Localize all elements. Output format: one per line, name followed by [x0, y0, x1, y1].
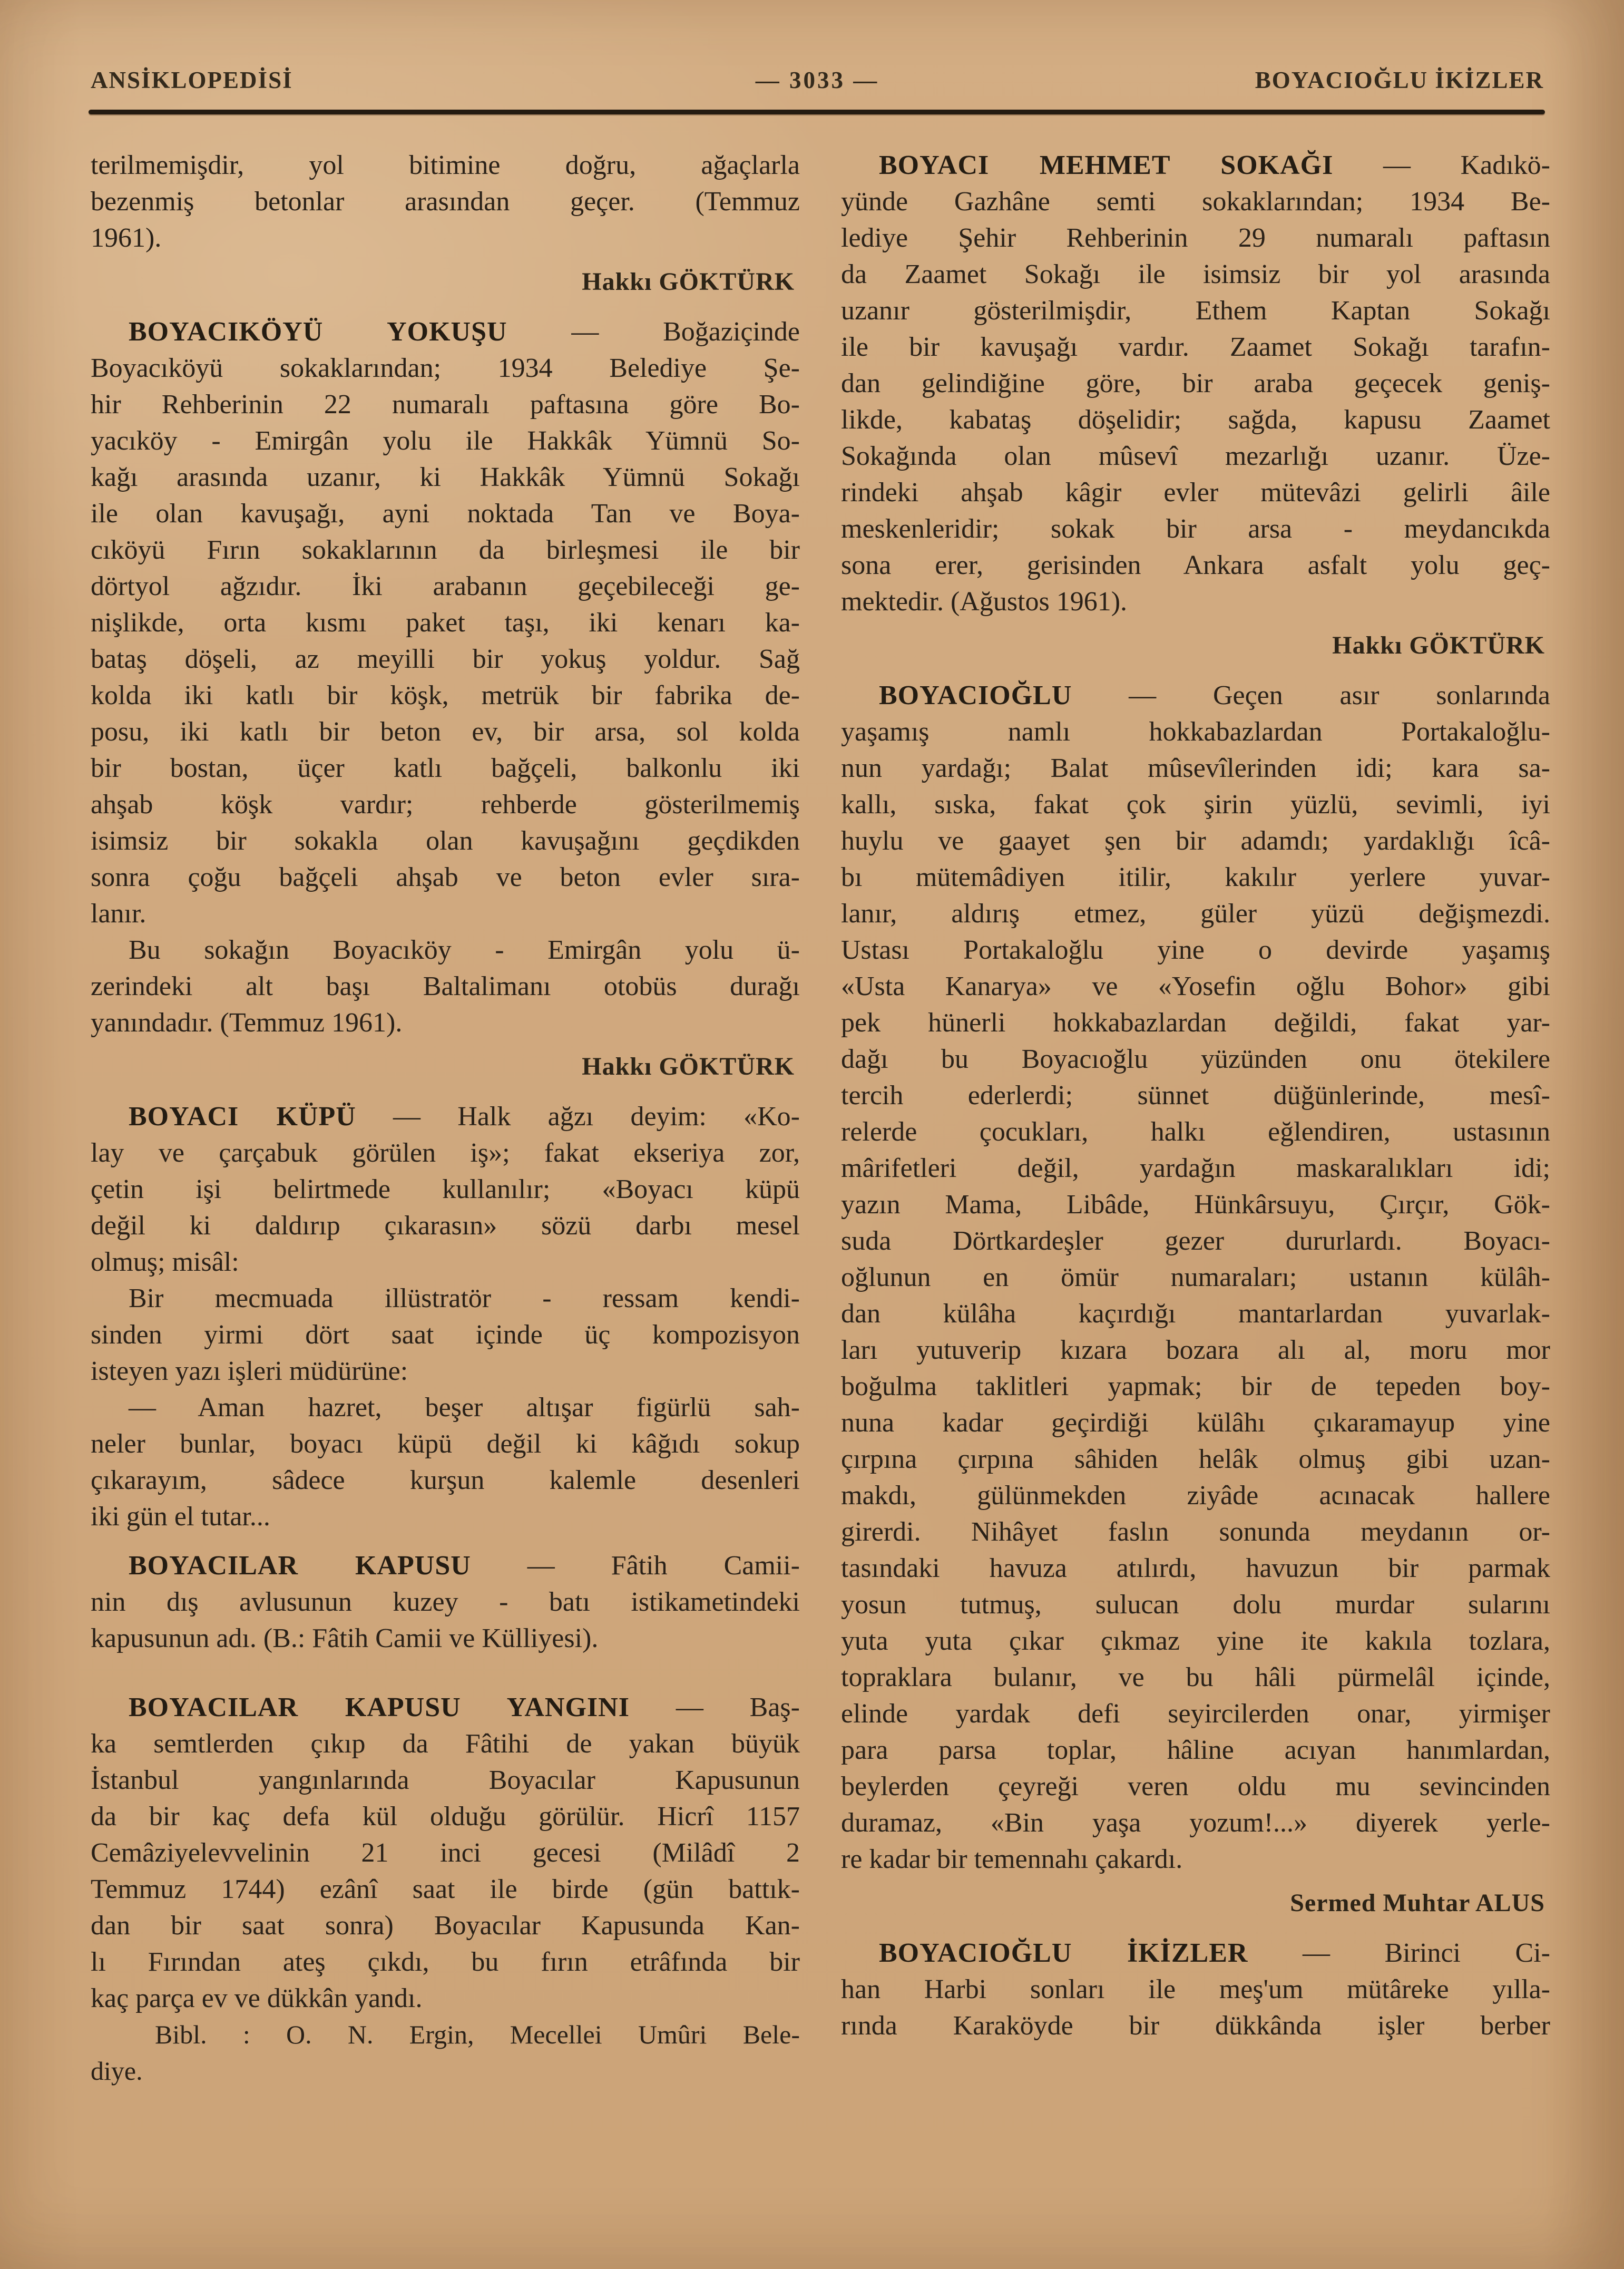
- text-line: dan bir saat sonra) Boyacılar Kapusunda Kan-: [91, 1911, 800, 1941]
- text-line: zerindeki alt başı Baltalimanı otobüs durağı: [91, 971, 800, 1001]
- text-line: 1961).: [91, 223, 162, 253]
- para-bibliography: [91, 2017, 800, 2089]
- text-line: posu, iki katlı bir beton ev, bir arsa, sol kolda: [91, 717, 800, 747]
- text-line: sonra çoğu bağçeli ahşab ve beton evler sıra-: [91, 862, 800, 892]
- text-line: relerde çocukları, halkı eğlendiren, ustasının: [841, 1117, 1550, 1147]
- text-line: re kadar bir temennahı çakardı.: [841, 1844, 1183, 1874]
- text-line: bezenmiş betonlar arasından geçer. (Temmuz: [91, 187, 800, 217]
- para-bir-mecmuada: [91, 1280, 800, 1389]
- text-line: isteyen yazı işleri müdürüne:: [91, 1356, 408, 1386]
- text-line: han Harbi sonları ile meş'um mütâreke yılla-: [841, 1974, 1550, 2004]
- text-line: Ustası Portakaloğlu yine o devirde yaşamış: [841, 935, 1550, 965]
- text-line: lanır, aldırış etmez, güler yüzü değişmezdi.: [841, 899, 1550, 929]
- text-line: ları yutuverip kızara bozara alı al, moru mor: [841, 1335, 1550, 1365]
- entry-boyacioglu: [841, 677, 1550, 1877]
- text-line: boğulma taklitleri yapmak; bir de tepeden boy-: [841, 1371, 1550, 1401]
- text-line: kapusunun adı. (B.: Fâtih Camii ve Külliyesi).: [91, 1623, 599, 1653]
- text-line: sona erer, gerisinden Ankara asfalt yolu geç-: [841, 550, 1550, 580]
- running-head-right: BOYACIOĞLU İKİZLER: [1255, 67, 1544, 93]
- text-line: Bibl. : O. N. Ergin, Mecellei Umûri Bele-: [155, 2020, 800, 2049]
- entry-title: BOYACIOĞLU İKİZLER: [879, 1938, 1248, 1968]
- entry-title: BOYACIOĞLU: [879, 680, 1072, 710]
- entry-title: BOYACILAR KAPUSU: [129, 1551, 471, 1581]
- entry-boyaci-kupu: [91, 1098, 800, 1280]
- text-line: tercih ederlerdi; sünnet düğünlerinde, mesî-: [841, 1080, 1550, 1111]
- text-line: elinde yardak defi seyircilerden onar, yirmişer: [841, 1699, 1550, 1729]
- text-line: nin dış avlusunun kuzey - batı istikametindeki: [91, 1587, 800, 1617]
- text-line: para parsa toplar, hâline acıyan hanımlardan,: [841, 1735, 1550, 1765]
- text-line: Boyacıköyü sokaklarından; 1934 Belediye Şe-: [91, 353, 800, 383]
- text-line: mektedir. (Ağustos 1961).: [841, 587, 1128, 617]
- entry-boyacilar-kapusu-yangini: [91, 1689, 800, 2017]
- text-line: isimsiz bir sokakla olan kavuşağını geçdikden: [91, 826, 800, 856]
- header-rule: [89, 110, 1545, 114]
- text-line: BOYACILAR KAPUSU — Fâtih Camii-: [129, 1551, 800, 1581]
- text-line: dağı bu Boyacıoğlu yüzünden onu ötekilere: [841, 1044, 1550, 1074]
- text-line: ahşab köşk vardır; rehberde gösterilmemiş: [91, 790, 800, 820]
- text-line: BOYACIKÖYÜ YOKUŞU — Boğaziçinde: [129, 317, 800, 347]
- text-line: BOYACI KÜPÜ — Halk ağzı deyim: «Ko-: [129, 1102, 800, 1132]
- text-line: Cemâziyelevvelinin 21 inci gecesi (Milâdî 2: [91, 1838, 800, 1868]
- text-columns: [0, 114, 1624, 2089]
- text-line: huylu ve gaayet şen bir adamdı; yardaklığı îcâ-: [841, 826, 1550, 856]
- signature-hakki-gokturk: Hakkı GÖKTÜRK: [582, 268, 795, 296]
- text-line: yünde Gazhâne semti sokaklarından; 1934 Be-: [841, 187, 1550, 217]
- text-line: rindeki ahşab kâgir evler mütevâzi gelirli âile: [841, 478, 1550, 508]
- text-line: makdı, gülünmekden ziyâde acınacak hallere: [841, 1481, 1550, 1511]
- text-line: dan gelindiğine göre, bir araba geçecek geniş-: [841, 368, 1550, 398]
- text-line: lediye Şehir Rehberinin 29 numaralı paftasın: [841, 223, 1550, 253]
- text-line: ile bir kavuşağı vardır. Zaamet Sokağı tarafın-: [841, 332, 1550, 362]
- text-line: olmuş; misâl:: [91, 1247, 239, 1277]
- para-continuation: [91, 147, 800, 256]
- text-line: topraklara bulanır, ve bu hâli pürmelâl içinde,: [841, 1662, 1550, 1692]
- text-line: cıköyü Fırın sokaklarının da birleşmesi ile bir: [91, 535, 800, 565]
- text-line: bı mütemâdiyen itilir, kakılır yerlere yuvar-: [841, 862, 1550, 892]
- text-line: Temmuz 1744) ezânî saat ile birde (gün battık-: [91, 1874, 800, 1904]
- text-line: yazın Mama, Libâde, Hünkârsuyu, Çırçır, Gök-: [841, 1190, 1550, 1220]
- text-line: girerdi. Nihâyet faslın sonunda meydanın or-: [841, 1517, 1550, 1547]
- text-line: nişlikde, orta kısmı paket taşı, iki kenarı ka-: [91, 608, 800, 638]
- text-line: nun yardağı; Balat mûsevîlerinden idi; kara sa-: [841, 753, 1550, 783]
- text-line: yanındadır. (Temmuz 1961).: [91, 1008, 403, 1038]
- signature-hakki-gokturk: Hakkı GÖKTÜRK: [582, 1053, 795, 1080]
- text-line: sinden yirmi dört saat içinde üç kompozisyon: [91, 1320, 800, 1350]
- para-bu-sokagin: [91, 932, 800, 1041]
- text-line: kağı arasında uzanır, ki Hakkâk Yümnü Sokağı: [91, 462, 800, 492]
- running-head: [0, 0, 1624, 94]
- text-line: rında Karaköyde bir dükkânda işler berber: [841, 2011, 1550, 2041]
- text-line: iki gün el tutar...: [91, 1502, 270, 1532]
- text-line: uzanır gösterilmişdir, Ethem Kaptan Sokağı: [841, 296, 1550, 326]
- text-line: Bu sokağın Boyacıköy - Emirgân yolu ü-: [129, 935, 800, 965]
- para-aman-hazret: [91, 1389, 800, 1535]
- text-line: dan külâha kaçırdığı mantarlardan yuvarlak-: [841, 1299, 1550, 1329]
- text-line: İstanbul yangınlarında Boyacılar Kapusunun: [91, 1765, 800, 1795]
- text-line: tasındaki havuza atılırdı, havuzun bir parmak: [841, 1553, 1550, 1583]
- text-line: çıkarayım, sâdece kurşun kalemle desenleri: [91, 1465, 800, 1495]
- text-line: «Usta Kanarya» ve «Yosefin oğlu Bohor» gibi: [841, 971, 1550, 1001]
- entry-boyaci-mehmet-sokagi: [841, 147, 1550, 620]
- entry-boyacilar-kapusu: [91, 1547, 800, 1657]
- text-line: lı Fırından ateş çıkdı, bu fırın etrâfında bir: [91, 1947, 800, 1977]
- text-line: BOYACIOĞLU — Geçen asır sonlarında: [879, 680, 1550, 710]
- entry-boyacioglu-ikizler: [841, 1935, 1550, 2044]
- text-line: kallı, sıska, fakat çok şirin yüzlü, sevimli, iyi: [841, 790, 1550, 820]
- text-line: nuna kadar geçirdiği külâhı çıkaramayup yine: [841, 1408, 1550, 1438]
- text-line: BOYACIOĞLU İKİZLER — Birinci Ci-: [879, 1938, 1551, 1968]
- text-line: yuta yuta çıkar çıkmaz yine ite kakıla tozlara,: [841, 1626, 1550, 1656]
- text-line: suda Dörtkardeşler gezer dururlardı. Boyacı-: [841, 1226, 1550, 1256]
- text-line: — Aman hazret, beşer altışar figürlü sah-: [129, 1392, 800, 1423]
- text-line: meskenleridir; sokak bir arsa - meydancıkda: [841, 514, 1550, 544]
- text-line: terilmemişdir, yol bitimine doğru, ağaçlarla: [91, 150, 800, 180]
- entry-title: BOYACIKÖYÜ YOKUŞU: [129, 317, 507, 347]
- text-line: yaşamış namlı hokkabazlardan Portakaloğlu-: [841, 717, 1550, 747]
- text-line: kaç parça ev ve dükkân yandı.: [91, 1983, 423, 2013]
- entry-title: BOYACI MEHMET SOKAĞI: [879, 150, 1334, 180]
- text-line: oğlunun en ömür numaraları; ustanın külâh-: [841, 1262, 1550, 1292]
- text-line: çetin işi belirtmede kullanılır; «Boyacı küpü: [91, 1174, 800, 1204]
- page-number: — 3033 —: [755, 67, 879, 93]
- text-line: diye.: [91, 2056, 143, 2086]
- text-line: da Zaamet Sokağı ile isimsiz bir yol arasında: [841, 259, 1550, 289]
- right-column: [841, 147, 1550, 2089]
- text-line: değil ki daldırıp çıkarasın» sözü darbı mesel: [91, 1211, 800, 1241]
- text-line: hir Rehberinin 22 numaralı paftasına göre Bo-: [91, 389, 800, 420]
- text-line: bir bostan, üçer katlı bağçeli, balkonlu iki: [91, 753, 800, 783]
- text-line: da bir kaç defa kül olduğu görülür. Hicrî 1157: [91, 1801, 800, 1832]
- text-line: yosun tutmuş, sulucan dolu murdar sularını: [841, 1590, 1550, 1620]
- text-line: bataş döşeli, az meyilli bir yokuş yoldur. Sağ: [91, 644, 800, 674]
- text-line: pek hünerli hokkabazlardan değildi, fakat yar-: [841, 1008, 1550, 1038]
- text-line: çırpına çırpına sâhiden helâk olmuş gibi uzan-: [841, 1444, 1550, 1474]
- text-line: likde, kabataş döşelidir; sağda, kapusu Zaamet: [841, 405, 1550, 435]
- text-line: neler bunlar, boyacı küpü değil ki kâğıdı sokup: [91, 1429, 800, 1459]
- text-line: BOYACI MEHMET SOKAĞI — Kadıkö-: [879, 150, 1550, 180]
- text-line: ka semtlerden çıkıp da Fâtihi de yakan büyük: [91, 1729, 800, 1759]
- entry-title: BOYACILAR KAPUSU YANGINI: [129, 1692, 630, 1722]
- text-line: lanır.: [91, 899, 146, 929]
- text-line: yacıköy - Emirgân yolu ile Hakkâk Yümnü So-: [91, 426, 800, 456]
- text-line: mârifetleri değil, yardağın maskaralıkları idi;: [841, 1153, 1550, 1183]
- entry-boyacikoyu-yokusu: [91, 314, 800, 932]
- text-line: ile olan kavuşağı, ayni noktada Tan ve Boya-: [91, 499, 800, 529]
- entry-title: BOYACI KÜPÜ: [129, 1102, 356, 1132]
- text-line: BOYACILAR KAPUSU YANGINI — Baş-: [129, 1692, 800, 1722]
- text-line: Sokağında olan mûsevî mezarlığı uzanır. Üze-: [841, 441, 1550, 471]
- text-line: lay ve çarçabuk görülen iş»; fakat ekseriya zor,: [91, 1138, 800, 1168]
- text-line: dörtyol ağzıdır. İki arabanın geçebileceği ge-: [91, 571, 800, 601]
- running-head-left: ANSİKLOPEDİSİ: [91, 67, 293, 93]
- signature-hakki-gokturk: Hakkı GÖKTÜRK: [1332, 631, 1545, 659]
- text-line: beylerden çeyreği veren oldu mu sevincinden: [841, 1771, 1550, 1801]
- signature-sermed-muhtar-alus: Sermed Muhtar ALUS: [1290, 1889, 1545, 1917]
- text-line: duramaz, «Bin yaşa yozum!...» diyerek yerle-: [841, 1808, 1550, 1838]
- text-line: Bir mecmuada illüstratör - ressam kendi-: [129, 1283, 800, 1313]
- text-line: kolda iki katlı bir köşk, metrük bir fabrika de-: [91, 680, 800, 710]
- left-column: [91, 147, 800, 2089]
